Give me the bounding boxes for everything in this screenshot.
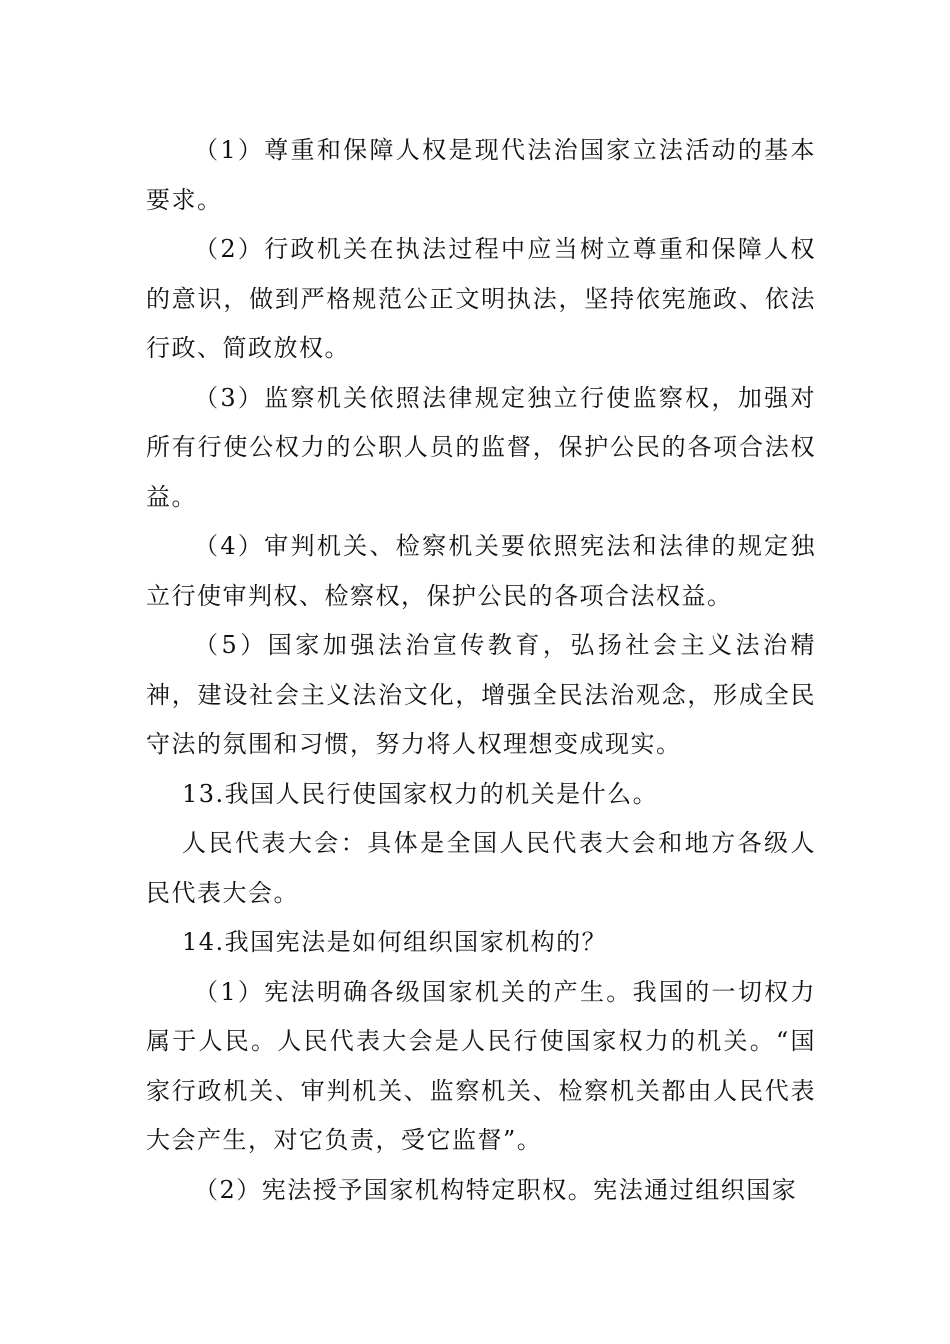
paragraph-4: （4）审判机关、检察机关要依照宪法和法律的规定独立行使审判权、检察权，保护公民的各项合法权益。 <box>146 532 816 610</box>
paragraph-5: （5）国家加强法治宣传教育，弘扬社会主义法治精神，建设社会主义法治文化，增强全民法治观念，形成全民守法的氛围和习惯，努力将人权理想变成现实。 <box>146 631 816 758</box>
paragraph-6: （1）宪法明确各级国家机关的产生。我国的一切权力属于人民。人民代表大会是人民行使国家权力的机关。“国家行政机关、审判机关、监察机关、检察机关都由人民代表大会产生，对它负责，受它监督”。 <box>146 977 816 1154</box>
question-13: 13.我国人民行使国家权力的机关是什么。 <box>182 779 659 808</box>
paragraph-1: （1）尊重和保障人权是现代法治国家立法活动的基本要求。 <box>146 136 816 214</box>
document-body <box>146 126 816 1215</box>
answer-13: 人民代表大会：具体是全国人民代表大会和地方各级人民代表大会。 <box>146 829 816 907</box>
question-14: 14.我国宪法是如何组织国家机构的？ <box>182 928 608 956</box>
paragraph-7: （2）宪法授予国家机构特定职权。宪法通过组织国家 <box>194 1175 798 1204</box>
paragraph-3: （3）监察机关依照法律规定独立行使监察权，加强对所有行使公权力的公职人员的监督，保护公民的各项合法权益。 <box>146 383 816 511</box>
paragraph-2: （2）行政机关在执法过程中应当树立尊重和保障人权的意识，做到严格规范公正文明执法，坚持依宪施政、依法行政、简政放权。 <box>146 235 816 362</box>
